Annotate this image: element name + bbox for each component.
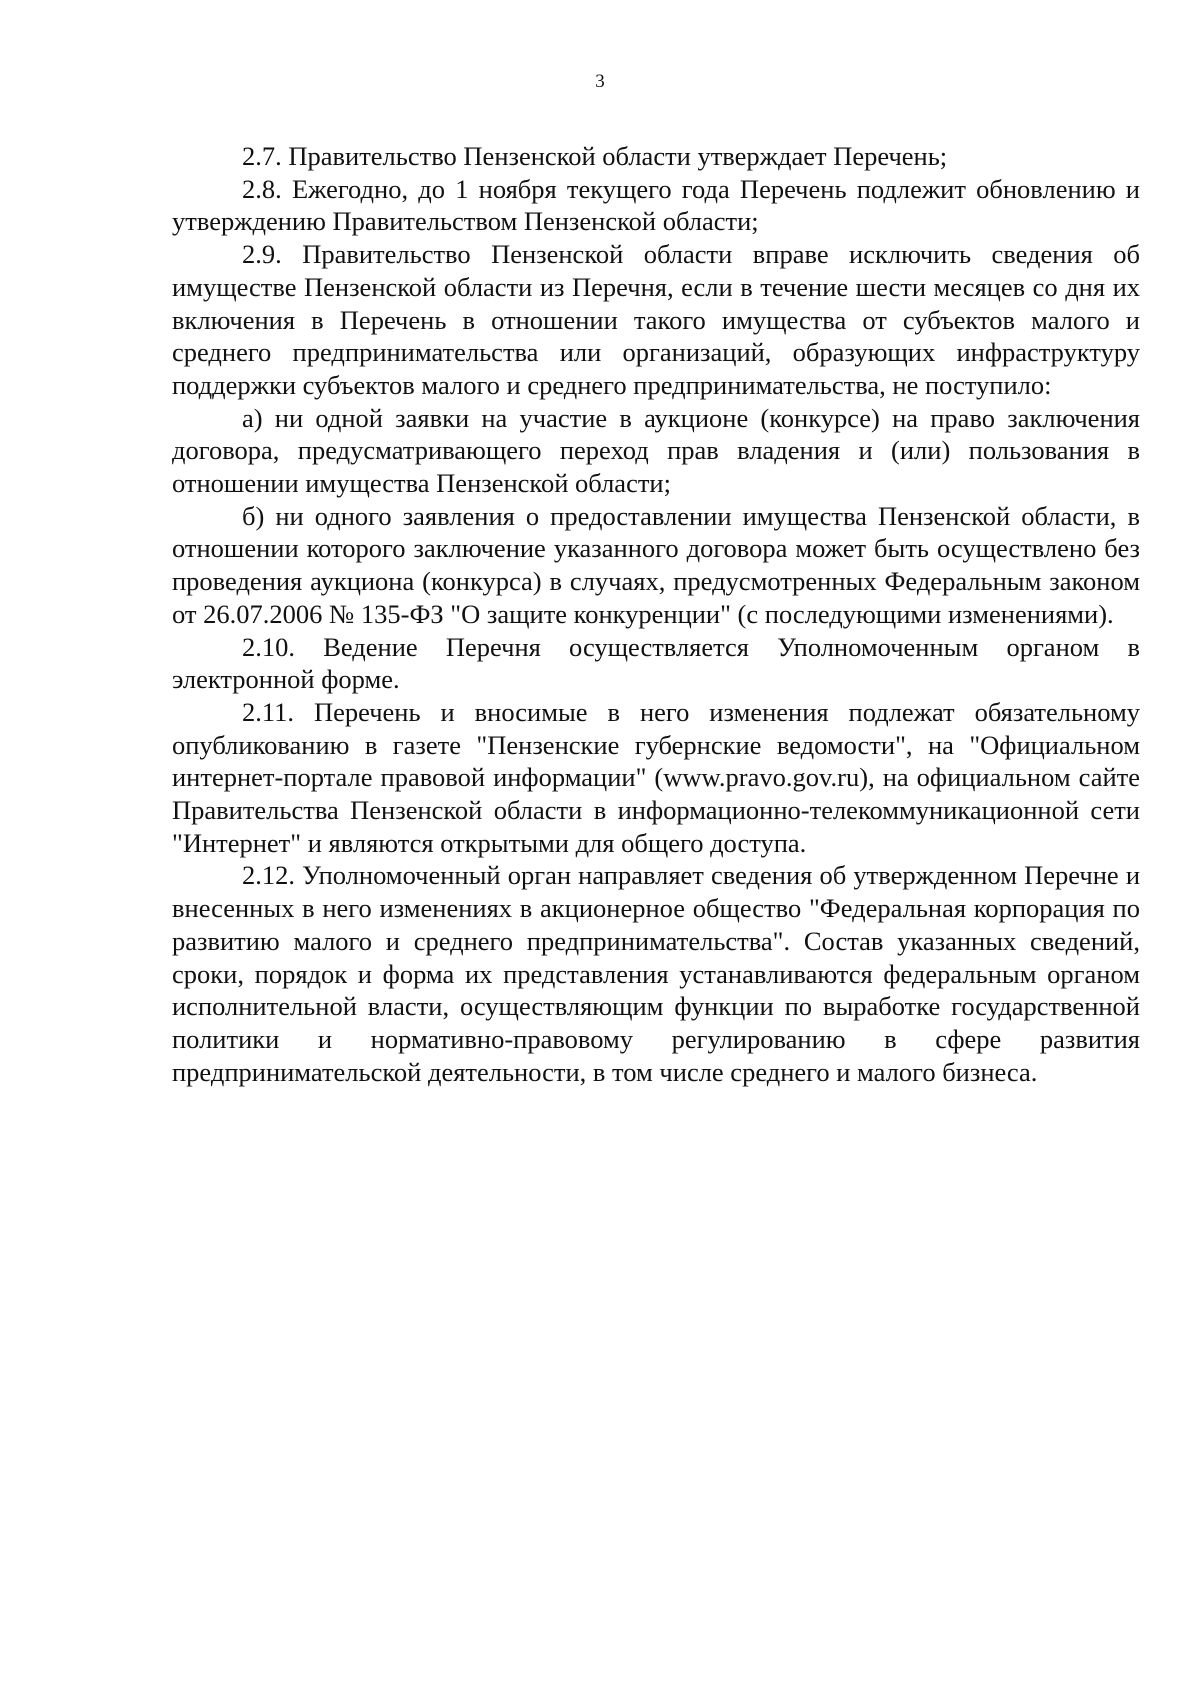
page-number: 3: [595, 71, 605, 92]
paragraph-2-10: 2.10. Ведение Перечня осуществляется Уполномоченным органом в электронной форме.: [172, 631, 1140, 695]
paragraph-2-7: 2.7. Правительство Пензенской области утверждает Перечень;: [242, 141, 948, 171]
paragraph-2-9: 2.9. Правительство Пензенской области вправе исключить сведения об имуществе Пензенской области из Перечня, если в течение шести месяцев со дня их включения в Перечень в отношении такого имущества от субъектов малого и среднего предпринимательства или организаций, образующих инфраструктуру поддержки субъектов малого и среднего предпринимательства, не поступило:: [172, 239, 1140, 400]
paragraph-2-9-a: а) ни одной заявки на участие в аукционе (конкурсе) на право заключения договора, предусматривающего переход прав владения и (или) пользования в отношении имущества Пензенской области;: [172, 402, 1140, 499]
paragraph-2-12: 2.12. Уполномоченный орган направляет сведения об утвержденном Перечне и внесенных в него изменениях в акционерное общество "Федеральная корпорация по развитию малого и среднего предпринимательства". Состав указанных сведений, сроки, порядок и форма их представления устанавливаются федеральным органом исполнительной власти, осуществляющим функции по выработке государственной политики и нормативно-правовому регулированию в сфере развития предпринимательской деятельности, в том числе среднего и малого бизнеса.: [172, 860, 1140, 1087]
paragraph-2-11: 2.11. Перечень и вносимые в него изменения подлежат обязательному опубликованию в газете "Пензенские губернские ведомости", на "Официальном интернет-портале правовой информации" (www.pravo.gov.ru), на официальном сайте Правительства Пензенской области в информационно-телекоммуникационной сети "Интернет" и являются открытыми для общего доступа.: [172, 696, 1140, 858]
document-body: [172, 140, 1140, 1088]
paragraph-2-8: 2.8. Ежегодно, до 1 ноября текущего года Перечень подлежит обновлению и утверждению Правительством Пензенской области;: [172, 173, 1140, 237]
paragraph-2-9-b: б) ни одного заявления о предоставлении имущества Пензенской области, в отношении которого заключение указанного договора может быть осуществлено без проведения аукциона (конкурса) в случаях, предусмотренных Федеральным законом от 26.07.2006 № 135-ФЗ "О защите конкуренции" (с последующими изменениями).: [172, 500, 1140, 629]
